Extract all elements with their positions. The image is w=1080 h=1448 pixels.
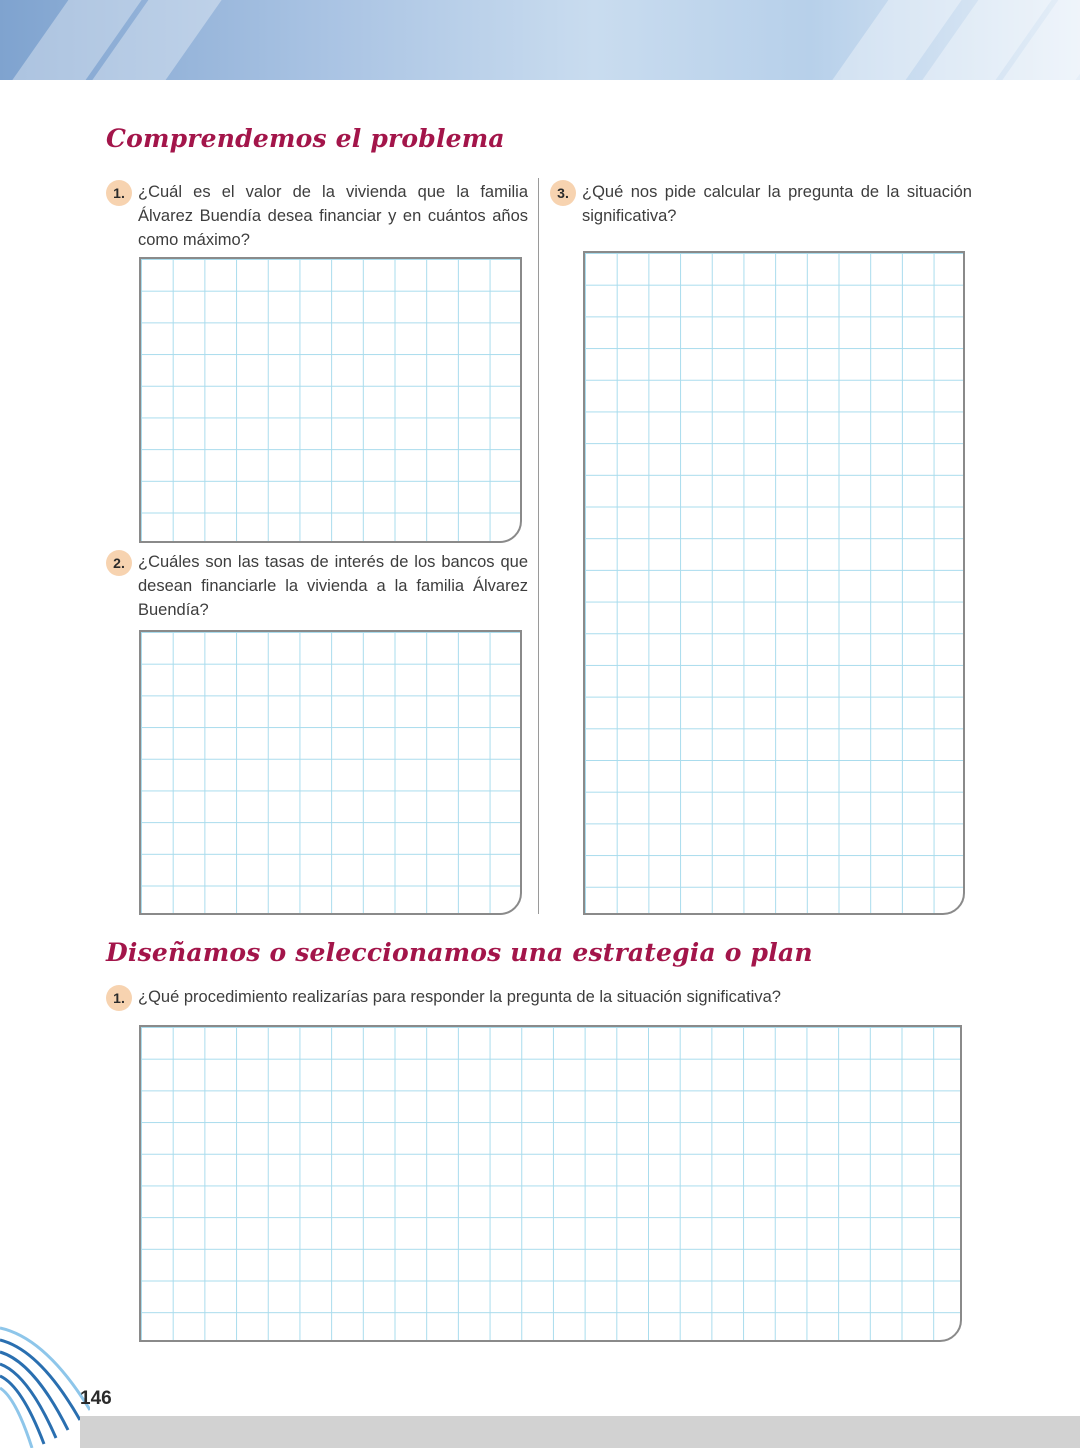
question-number-badge: 3. bbox=[550, 180, 576, 206]
section-title-comprendemos: Comprendemos el problema bbox=[106, 124, 505, 153]
question-text: ¿Qué nos pide calcular la pregunta de la situación significativa? bbox=[582, 183, 972, 225]
question-number-badge: 1. bbox=[106, 985, 132, 1011]
question-text: ¿Cuáles son las tasas de interés de los bancos que desean financiarle la vivienda a la familia Álvarez Buendía? bbox=[138, 553, 528, 619]
section-title-disenamos: Diseñamos o seleccionamos una estrategia o plan bbox=[106, 938, 813, 967]
column-divider bbox=[538, 178, 539, 914]
question-strategy-1 bbox=[106, 985, 966, 1009]
question-number-badge: 1. bbox=[106, 180, 132, 206]
page-number: 146 bbox=[80, 1388, 112, 1409]
question-number-badge: 2. bbox=[106, 550, 132, 576]
question-2 bbox=[106, 550, 528, 622]
bottom-bar bbox=[80, 1416, 1080, 1448]
question-1 bbox=[106, 180, 528, 252]
answer-grid-strategy[interactable] bbox=[139, 1025, 962, 1342]
answer-grid-1[interactable] bbox=[139, 257, 522, 543]
top-banner bbox=[0, 0, 1080, 80]
answer-grid-3[interactable] bbox=[583, 251, 965, 915]
question-text: ¿Cuál es el valor de la vivienda que la familia Álvarez Buendía desea financiar y en cuántos años como máximo? bbox=[138, 183, 528, 249]
wave-decoration bbox=[0, 1320, 90, 1448]
question-3 bbox=[550, 180, 972, 228]
question-text: ¿Qué procedimiento realizarías para responder la pregunta de la situación significativa? bbox=[138, 988, 781, 1006]
answer-grid-2[interactable] bbox=[139, 630, 522, 915]
